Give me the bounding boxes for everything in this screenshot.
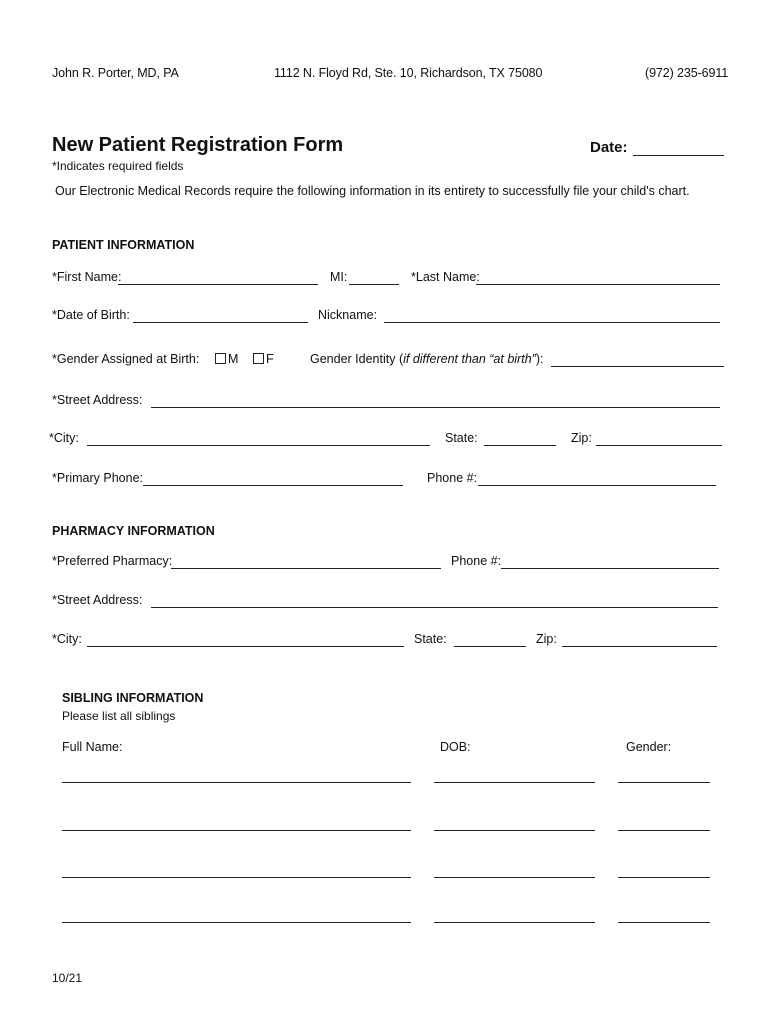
mi-label: MI: [330, 270, 348, 284]
pharmacy-state-field[interactable] [454, 646, 526, 647]
last-name-label: *Last Name: [411, 270, 480, 284]
sibling-3-dob-field[interactable] [434, 877, 595, 878]
date-field[interactable] [633, 155, 724, 156]
last-name-field[interactable] [476, 284, 720, 285]
zip-label: Zip: [571, 431, 592, 445]
gender-identity-note: if different than “at birth” [403, 352, 536, 366]
pharmacy-phone-label: Phone #: [451, 554, 502, 568]
sibling-4-dob-field[interactable] [434, 922, 595, 923]
sibling-section-heading: SIBLING INFORMATION [62, 691, 204, 705]
nickname-label: Nickname: [318, 308, 378, 322]
primary-phone-label: *Primary Phone: [52, 471, 144, 485]
sibling-3-name-field[interactable] [62, 877, 411, 878]
pharmacy-name-field[interactable] [171, 568, 441, 569]
dob-field[interactable] [133, 322, 308, 323]
checkbox-m[interactable] [215, 353, 226, 364]
pharmacy-street-label: *Street Address: [52, 593, 143, 607]
sibling-4-gender-field[interactable] [618, 922, 710, 923]
sibling-2-dob-field[interactable] [434, 830, 595, 831]
pharmacy-state-label: State: [414, 632, 447, 646]
practice-phone: (972) 235-6911 [645, 66, 729, 80]
nickname-field[interactable] [384, 322, 720, 323]
gender-birth-label: *Gender Assigned at Birth: [52, 352, 200, 366]
state-field[interactable] [484, 445, 556, 446]
street-field[interactable] [151, 407, 720, 408]
sibling-col-gender: Gender: [626, 740, 672, 754]
gender-identity-prefix: Gender Identity ( [310, 352, 404, 366]
pharmacy-name-label: *Preferred Pharmacy: [52, 554, 173, 568]
patient-section-heading: PATIENT INFORMATION [52, 238, 195, 252]
gender-identity-field[interactable] [551, 366, 724, 367]
sibling-3-gender-field[interactable] [618, 877, 710, 878]
dob-label: *Date of Birth: [52, 308, 130, 322]
gender-identity-suffix: ): [535, 352, 544, 366]
sibling-subheading: Please list all siblings [62, 709, 176, 723]
sibling-2-name-field[interactable] [62, 830, 411, 831]
pharmacy-zip-label: Zip: [536, 632, 557, 646]
gender-f-option[interactable] [253, 352, 274, 366]
pharmacy-section-heading: PHARMACY INFORMATION [52, 524, 215, 538]
street-label: *Street Address: [52, 393, 143, 407]
phone2-field[interactable] [478, 485, 716, 486]
first-name-field[interactable] [118, 284, 318, 285]
primary-phone-field[interactable] [143, 485, 403, 486]
sibling-1-gender-field[interactable] [618, 782, 710, 783]
gender-m-label: M [228, 352, 239, 366]
checkbox-f[interactable] [253, 353, 264, 364]
sibling-4-name-field[interactable] [62, 922, 411, 923]
state-label: State: [445, 431, 478, 445]
pharmacy-city-field[interactable] [87, 646, 404, 647]
mi-field[interactable] [349, 284, 399, 285]
required-note: *Indicates required fields [52, 159, 184, 173]
practice-name: John R. Porter, MD, PA [52, 66, 179, 80]
city-label: *City: [49, 431, 79, 445]
pharmacy-city-label: *City: [52, 632, 82, 646]
form-version: 10/21 [52, 971, 83, 985]
pharmacy-street-field[interactable] [151, 607, 718, 608]
sibling-2-gender-field[interactable] [618, 830, 710, 831]
first-name-label: *First Name: [52, 270, 122, 284]
gender-f-label: F [266, 352, 274, 366]
sibling-col-name: Full Name: [62, 740, 123, 754]
gender-identity-label [310, 352, 543, 366]
phone2-label: Phone #: [427, 471, 478, 485]
intro-text: Our Electronic Medical Records require the following information in its entirety to successfully file your child's chart. [55, 184, 690, 198]
zip-field[interactable] [596, 445, 722, 446]
practice-address: 1112 N. Floyd Rd, Ste. 10, Richardson, TX 75080 [274, 66, 543, 80]
pharmacy-phone-field[interactable] [501, 568, 719, 569]
sibling-1-dob-field[interactable] [434, 782, 595, 783]
date-label: Date: [590, 139, 628, 156]
form-title: New Patient Registration Form [52, 134, 344, 156]
gender-m-option[interactable] [215, 352, 238, 366]
pharmacy-zip-field[interactable] [562, 646, 717, 647]
city-field[interactable] [87, 445, 430, 446]
sibling-col-dob: DOB: [440, 740, 471, 754]
sibling-1-name-field[interactable] [62, 782, 411, 783]
